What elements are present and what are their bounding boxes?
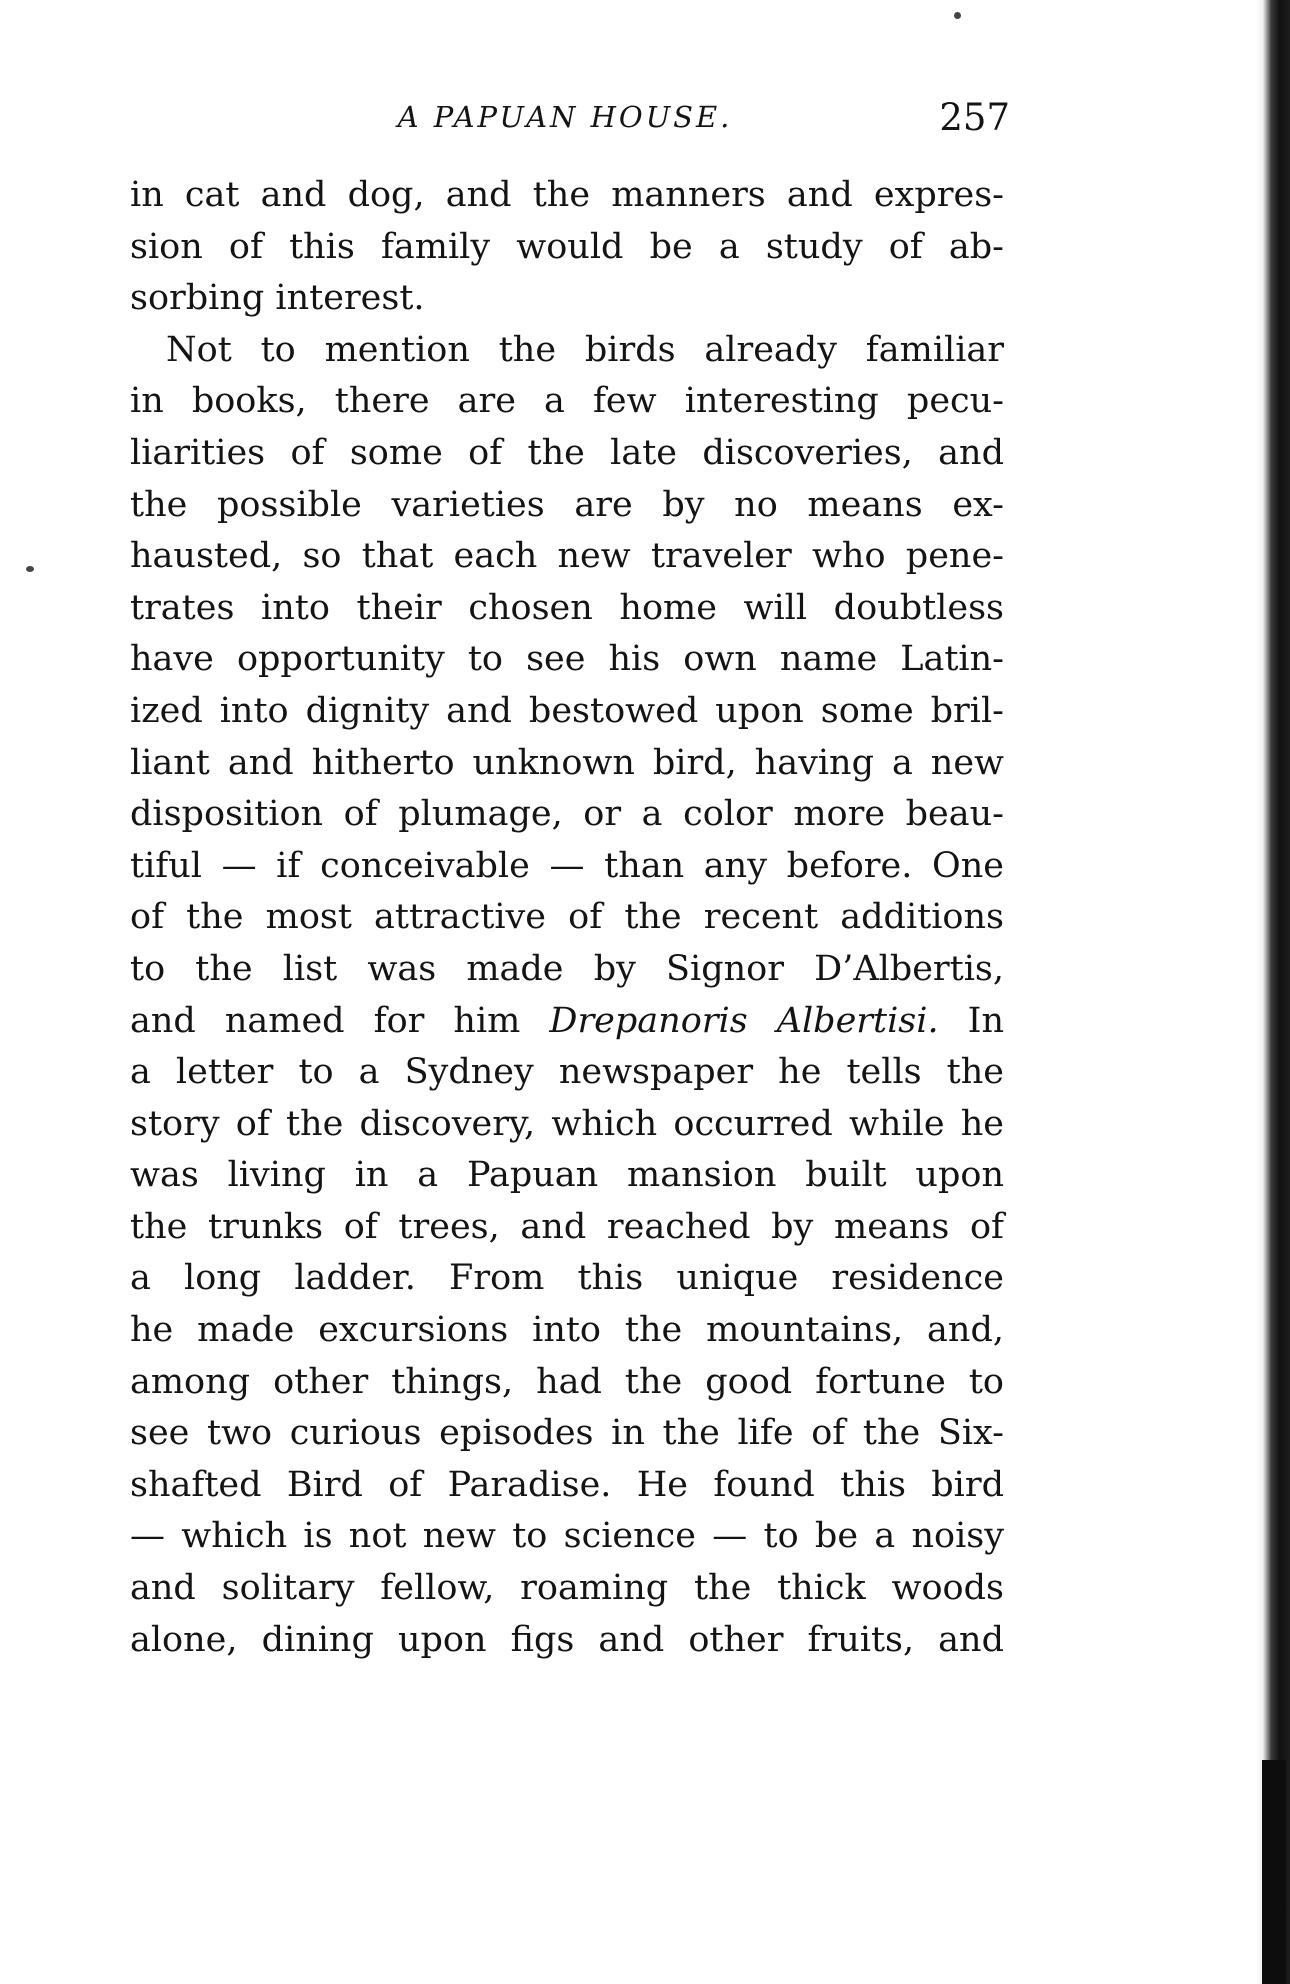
text-line: hausted, so that each new traveler who pene- <box>130 536 1004 577</box>
ink-speck <box>26 566 34 572</box>
text-line: ized into dignity and bestowed upon some bril- <box>130 690 1004 731</box>
species-name-italic: Drepanoris Albertisi. <box>549 1000 939 1041</box>
running-title: A PAPUAN HOUSE. <box>397 100 733 134</box>
text-fragment: and named for him <box>130 1000 550 1041</box>
text-line: tiful — if conceivable — than any before. One <box>130 845 1004 886</box>
text-line: alone, dining upon figs and other fruits, and <box>130 1619 1004 1660</box>
text-line: a letter to a Sydney newspaper he tells the <box>130 1052 1004 1093</box>
page-number: 257 <box>939 96 1010 139</box>
text-line: have opportunity to see his own name Latin- <box>130 639 1004 680</box>
text-line: liant and hitherto unknown bird, having a new <box>130 742 1004 783</box>
text-line: and solitary fellow, roaming the thick woods <box>130 1568 1004 1609</box>
text-line: in cat and dog, and the manners and expres- <box>130 175 1004 215</box>
text-line-with-italic <box>130 996 1004 1048</box>
text-line: disposition of plumage, or a color more beau- <box>130 794 1004 835</box>
text-line: to the list was made by Signor D’Albertis, <box>130 948 1004 989</box>
body-text <box>130 170 1004 1666</box>
ink-speck <box>954 12 961 19</box>
text-line: the trunks of trees, and reached by means of <box>130 1206 1004 1247</box>
text-line: sion of this family would be a study of ab- <box>130 226 1004 267</box>
text-line: among other things, had the good fortune to <box>130 1361 1004 1402</box>
text-line: story of the discovery, which occurred while he <box>130 1103 1004 1144</box>
text-line: liarities of some of the late discoveries, and <box>130 432 1004 473</box>
text-line: was living in a Papuan mansion built upon <box>130 1155 1004 1196</box>
running-head <box>120 96 1010 146</box>
text-line: see two curious episodes in the life of the Six- <box>130 1413 1004 1454</box>
text-line: shafted Bird of Paradise. He found this bird <box>130 1464 1004 1505</box>
text-line: trates into their chosen home will doubtless <box>130 587 1004 628</box>
text-line: a long ladder. From this unique residence <box>130 1258 1004 1299</box>
text-line: he made excursions into the mountains, and, <box>130 1310 1004 1351</box>
page-binding-edge <box>1256 0 1290 1984</box>
text-line: the possible varieties are by no means ex- <box>130 484 1004 525</box>
paragraph-start-line: Not to mention the birds already familiar <box>166 329 1004 370</box>
text-line: sorbing interest. <box>130 278 425 319</box>
text-line: in books, there are a few interesting pecu- <box>130 381 1004 422</box>
text-line: of the most attractive of the recent additions <box>130 897 1004 938</box>
text-line: — which is not new to science — to be a noisy <box>130 1516 1004 1557</box>
text-fragment: In <box>938 1000 1004 1041</box>
page-binding-shadow <box>1262 1760 1286 1984</box>
